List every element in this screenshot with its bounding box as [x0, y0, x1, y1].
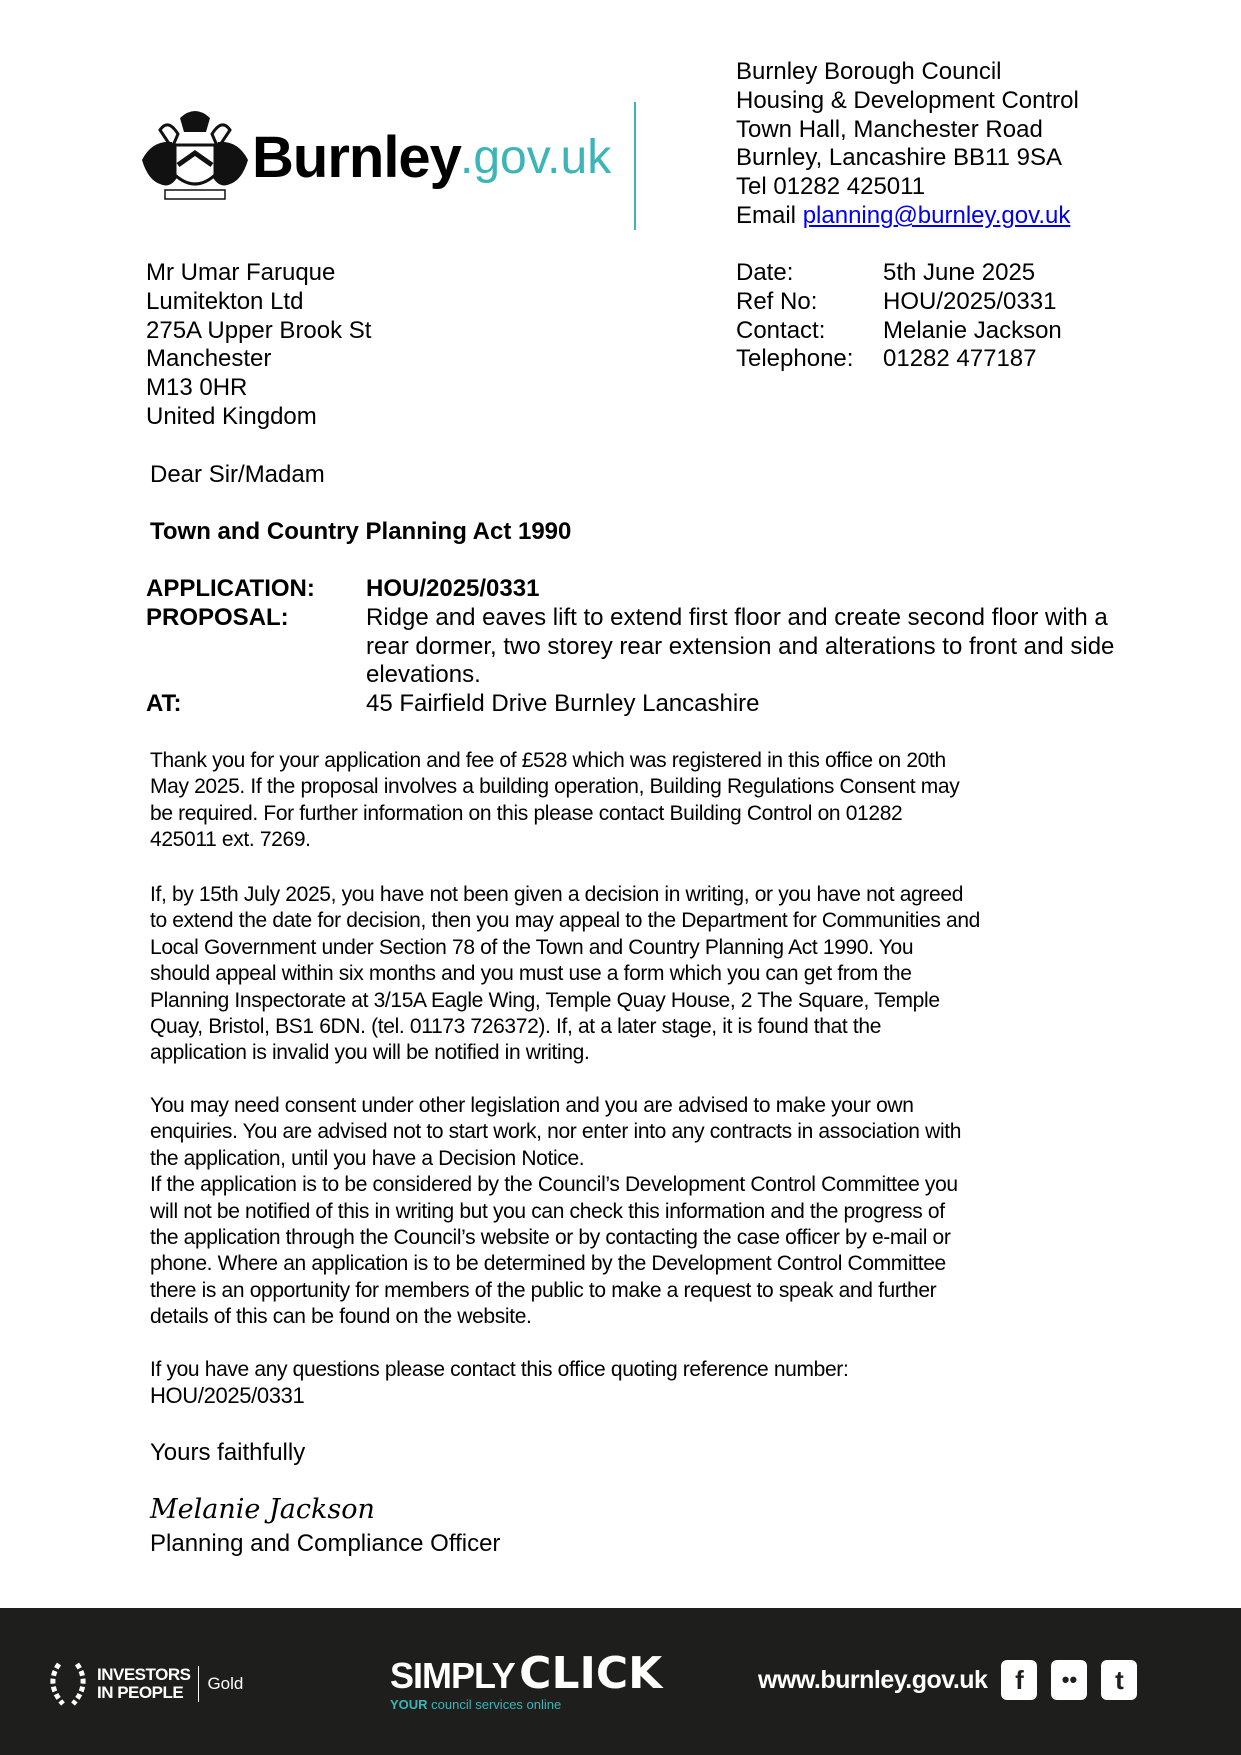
text-line: Planning Inspectorate at 3/15A Eagle Wing, Temple Quay House, 2 The Square, Temple	[150, 988, 940, 1012]
text-line: Local Government under Section 78 of the Town and Country Planning Act 1990. You	[150, 935, 914, 959]
simply-click-logo[interactable]	[390, 1648, 662, 1712]
logo-domain: .gov.uk	[460, 131, 612, 184]
website-link[interactable]: www.burnley.gov.uk	[758, 1665, 988, 1694]
app-label: APPLICATION:	[146, 575, 315, 602]
app-value: 45 Fairfield Drive Burnley Lancashire	[366, 690, 760, 718]
text-line: enquiries. You are advised not to start work, nor enter into any contracts in association with	[150, 1120, 962, 1144]
application-details	[146, 575, 1146, 719]
burnley-logo	[140, 100, 610, 210]
text-line: 425011 ext. 7269.	[150, 828, 311, 852]
paragraph-appeal	[150, 882, 980, 1067]
laurel-icon	[45, 1660, 91, 1708]
simply-text: SIMPLY	[390, 1655, 515, 1696]
sender-line: Town Hall, Manchester Road	[736, 115, 1043, 143]
recipient-line: United Kingdom	[146, 402, 317, 430]
recipient-line: Mr Umar Faruque	[146, 259, 336, 286]
text-line: If the application is to be considered by the Council’s Development Control Committee you	[150, 1173, 958, 1197]
closing: Yours faithfully	[150, 1439, 306, 1466]
text-line: details of this can be found on the website.	[150, 1305, 532, 1329]
text-line: be required. For further information on this please contact Building Control on 01282	[150, 801, 903, 825]
sender-line: Burnley, Lancashire BB11 9SA	[736, 144, 1062, 172]
text-line: May 2025. If the proposal involves a building operation, Building Regulations Consent may	[150, 775, 960, 799]
coat-of-arms-icon	[140, 100, 250, 210]
text-line: You may need consent under other legislation and you are advised to make your own	[150, 1094, 914, 1117]
facebook-icon[interactable]: f	[1001, 1660, 1037, 1700]
paragraph-questions	[150, 1357, 848, 1410]
text-line: Quay, Bristol, BS1 6DN. (tel. 01173 726372). If, at a later stage, it is found that the	[150, 1015, 882, 1039]
text-line: to extend the date for decision, then you may appeal to the Department for Communities and	[150, 909, 981, 933]
iip-line2: IN PEOPLE	[97, 1683, 184, 1702]
logo-wordmark: Burnley	[252, 125, 461, 190]
recipient-line: Manchester	[146, 345, 272, 373]
text-line: will not be notified of this in writing but you can check this information and the progress of	[150, 1199, 945, 1223]
letter-heading: Town and Country Planning Act 1990	[150, 518, 572, 545]
app-label: AT:	[146, 690, 182, 718]
salutation: Dear Sir/Madam	[150, 461, 325, 488]
header-divider	[634, 102, 636, 230]
iip-level: Gold	[207, 1674, 244, 1693]
app-value: HOU/2025/0331	[366, 575, 540, 602]
reference-number: HOU/2025/0331	[150, 1383, 305, 1409]
sender-address	[736, 58, 1079, 231]
signatory-title: Planning and Compliance Officer	[150, 1530, 501, 1557]
investors-in-people-badge	[45, 1660, 243, 1708]
text-line: phone. Where an application is to be determined by the Development Control Committee	[150, 1252, 946, 1276]
letter-meta	[736, 259, 1062, 374]
meta-value: HOU/2025/0331	[883, 287, 1057, 315]
email-link[interactable]: planning@burnley.gov.uk	[802, 201, 1071, 229]
meta-label: Telephone:	[736, 345, 854, 373]
recipient-address	[146, 259, 371, 432]
text-line: should appeal within six months and you must use a form which you can get from the	[150, 962, 912, 986]
sender-line: Housing & Development Control	[736, 86, 1079, 114]
recipient-line: M13 0HR	[146, 374, 248, 402]
recipient-line: 275A Upper Brook St	[146, 316, 372, 344]
text-line: the application through the Council’s website or by contacting the case officer by e-mail or	[150, 1226, 951, 1250]
twitter-icon[interactable]: t	[1101, 1660, 1137, 1700]
app-value: Ridge and eaves lift to extend first floor and create second floor with a rear dormer, two storey rear extension and alterations to front and side elevations.	[366, 603, 1115, 689]
signature: Melanie Jackson	[150, 1494, 375, 1525]
text-line: If, by 15th July 2025, you have not been given a decision in writing, or you have not agreed	[150, 883, 964, 906]
text-line: the application, until you have a Decision Notice.	[150, 1146, 585, 1170]
meta-value: 01282 477187	[883, 345, 1037, 373]
meta-value: 5th June 2025	[883, 259, 1036, 286]
meta-label: Ref No:	[736, 287, 818, 315]
footer	[0, 1608, 1241, 1755]
flickr-icon[interactable]: ••	[1051, 1660, 1087, 1700]
tagline-your: YOUR	[390, 1697, 428, 1712]
text-line: there is an opportunity for members of the public to make a request to speak and further	[150, 1278, 937, 1302]
text-line: application is invalid you will be notified in writing.	[150, 1041, 590, 1065]
tagline-rest: council services online	[427, 1697, 562, 1712]
sender-line: Burnley Borough Council	[736, 58, 1002, 85]
paragraph-registration	[150, 748, 959, 854]
click-text: CLICK	[519, 1648, 663, 1699]
email-label: Email	[736, 201, 797, 229]
text-line: Thank you for your application and fee of £528 which was registered in this office on 20th	[150, 749, 946, 772]
iip-line1: INVESTORS	[97, 1665, 191, 1684]
paragraph-consent	[150, 1093, 961, 1331]
meta-value: Melanie Jackson	[883, 316, 1062, 344]
app-label: PROPOSAL:	[146, 603, 289, 631]
sender-line: Tel 01282 425011	[736, 173, 926, 201]
recipient-line: Lumitekton Ltd	[146, 287, 304, 315]
text-line: If you have any questions please contact this office quoting reference number:	[150, 1358, 849, 1381]
meta-label: Date:	[736, 259, 794, 286]
meta-label: Contact:	[736, 316, 826, 344]
